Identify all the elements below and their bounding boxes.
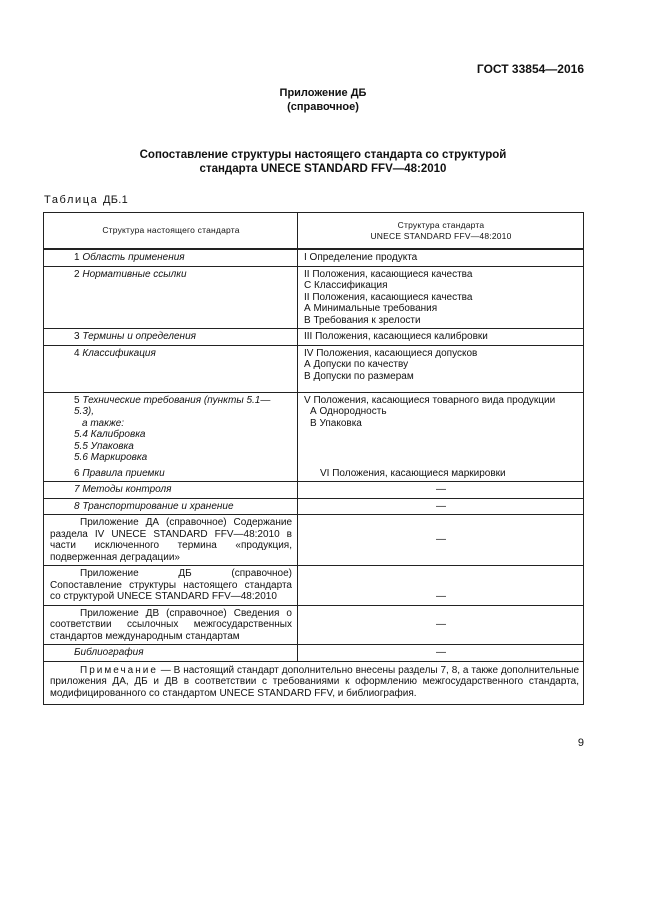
row-right: — [298,645,584,662]
right-line: I Определение продукта [304,252,418,263]
table-row [44,345,584,392]
row-left [44,329,298,346]
table-row [44,249,584,266]
row-number: 4 [74,347,80,359]
table-header-row [44,213,584,250]
table-caption-label: Таблица [44,194,99,206]
right-line: С Классификация [304,280,388,291]
right-line: V Положения, касающиеся товарного вида продукции [304,394,556,406]
annex-subtitle [0,148,646,176]
row-left [44,249,298,266]
row-left [44,392,298,466]
row-right [298,249,584,266]
subtitle-line-2: стандарта UNECE STANDARD FFV—48:2010 [199,163,447,175]
page-number: 9 [577,737,584,749]
comparison-table [43,212,584,705]
note-text: — В настоящий стандарт дополнительно внесены разделы 7, 8, а также дополнительные приложения ДА, ДБ и ДВ в соответствии с требованиями к оформлению межгосударственного стандарта, модифицированного со стандартом UNECE STANDARD FFV, и библиография. [50,664,580,699]
row-right [298,392,584,466]
subtitle-line-1: Сопоставление структуры настоящего стандарта со структурой [139,149,507,161]
row-left: Приложение ДА (справочное) Содержание раздела IV UNECE STANDARD FFV—48:2010 в части исключенного термина «продукция, подверженная деградации» [44,515,298,566]
row-right [298,466,584,482]
row-left: 8 Транспортирование и хранение [44,498,298,515]
row-title: Правила приемки [82,467,165,479]
row-right: — [298,605,584,645]
table-row [44,645,584,662]
table-caption [44,194,128,206]
table-row [44,566,584,606]
row-number: 5 [74,394,80,406]
right-line: III Положения, касающиеся калибровки [304,331,488,342]
row-right: — [298,566,584,606]
row-title: Нормативные ссылки [82,268,187,280]
table-row [44,329,584,346]
annex-title: Приложение ДБ [279,87,367,99]
header-right-line-1: Структура стандарта [397,219,485,230]
row-left: Приложение ДВ (справочное) Сведения о соответствии ссылочных межгосударственных стандартов международным стандартам [44,605,298,645]
row-right: — [298,515,584,566]
row-right: — [298,482,584,499]
table-row [44,515,584,566]
row-left: 7 Методы контроля [44,482,298,499]
subclause: 5.5 Упаковка [74,440,134,452]
annex-kind: (справочное) [287,101,359,113]
right-line: II Положения, касающиеся качества [304,291,473,303]
table-row [44,605,584,645]
right-line: А Допуски по качеству [304,359,409,370]
row-title: Технические требования (пункты 5.1— 5.3), [74,394,271,417]
row-right: — [298,498,584,515]
subclause: 5.4 Калибровка [74,429,146,440]
row-number: 2 [74,268,80,280]
header-left: Структура настоящего стандарта [44,213,298,250]
row-left [44,466,298,482]
row-right [298,266,584,329]
row-number: 6 [74,467,80,479]
row-right [298,345,584,392]
table-row [44,498,584,515]
row-title-cont: а также: [82,417,125,429]
row-left: Приложение ДБ (справочное) Сопоставление структуры настоящего стандарта со структурой UNECE STANDARD FFV—48:2010 [44,566,298,606]
table-note [44,661,584,705]
table-caption-number: ДБ.1 [103,194,129,206]
right-line: В Упаковка [310,417,362,429]
right-line: II Положения, касающиеся качества [304,268,473,280]
right-line: IV Положения, касающиеся допусков [304,347,478,359]
row-title: Классификация [82,347,156,359]
right-line: В Допуски по размерам [304,370,414,382]
right-line: В Требования к зрелости [304,314,421,326]
table-row [44,482,584,499]
row-left [44,266,298,329]
row-left [44,345,298,392]
row-left: Библиография [44,645,298,662]
row-title: Область применения [82,252,185,263]
table-row [44,466,584,482]
standard-code: ГОСТ 33854—2016 [476,62,584,76]
table-row [44,392,584,466]
annex-heading [0,86,646,114]
note-label: Примечание [80,664,158,676]
table-row [44,266,584,329]
header-right [298,213,584,250]
right-line: VI Положения, касающиеся маркировки [320,467,506,479]
row-number: 3 [74,331,80,342]
subclause: 5.6 Маркировка [74,452,148,463]
row-right [298,329,584,346]
header-right-line-2: UNECE STANDARD FFV—48:2010 [370,230,512,241]
table-note-row [44,661,584,705]
row-title: Термины и определения [82,331,196,342]
right-line: А Минимальные требования [304,303,438,314]
row-number: 1 [74,252,80,263]
right-line: А Однородность [310,406,387,417]
